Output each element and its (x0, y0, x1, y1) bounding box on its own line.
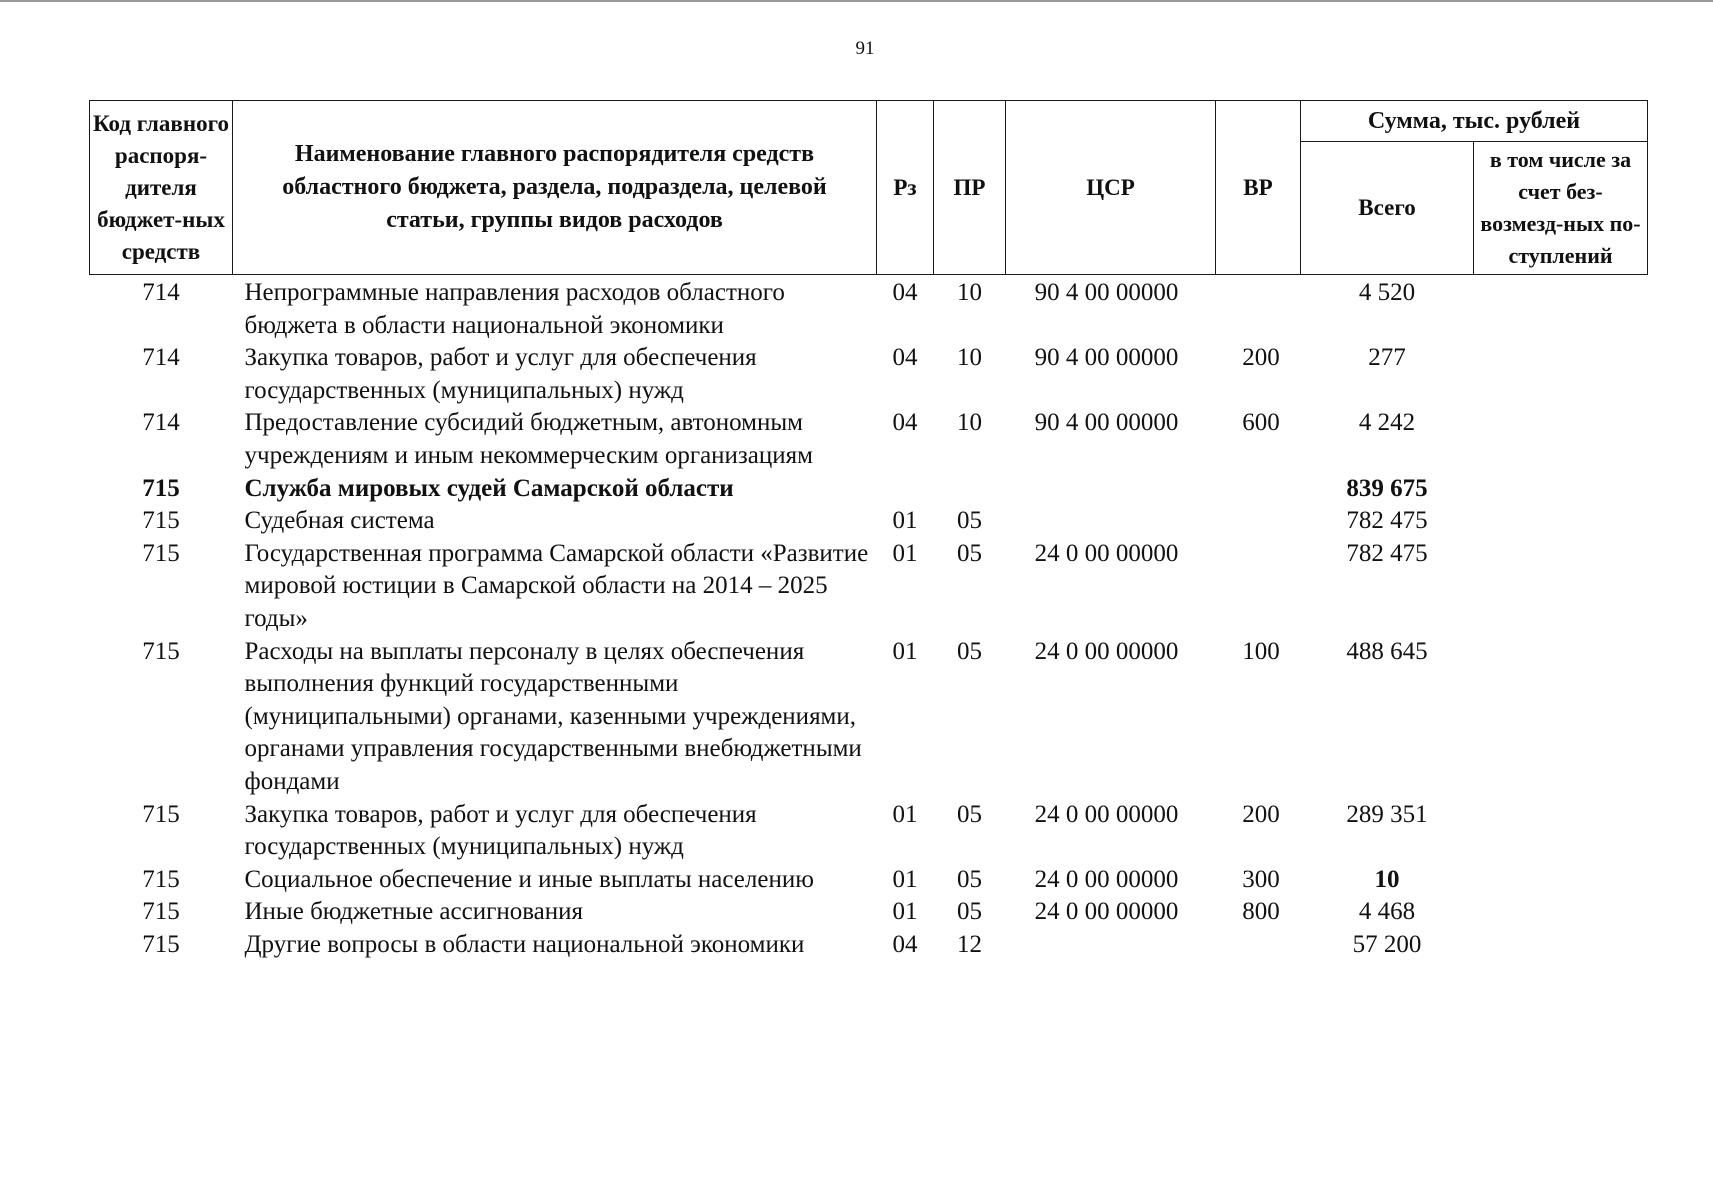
cell-rz: 01 (892, 507, 918, 535)
cell-name: Служба мировых судей Самарской области (244, 474, 734, 502)
cell-code: 715 (142, 800, 180, 828)
cell-rz: 01 (892, 637, 918, 665)
cell-rz: 01 (892, 898, 918, 926)
cell-total: 10 (1374, 865, 1400, 893)
cell-total: 4 468 (1358, 898, 1416, 926)
cell-vr: 600 (1242, 409, 1280, 437)
cell-incl (1474, 505, 1648, 538)
cell-name: Другие вопросы в области национальной экономики (244, 930, 805, 958)
cell-pr: 05 (957, 865, 982, 893)
cell-vr: 300 (1242, 865, 1280, 893)
header-code: Код главного распоря-дителя бюджет-ных средств (90, 101, 233, 275)
cell-incl (1474, 538, 1648, 636)
cell-total: 57 200 (1352, 930, 1422, 958)
cell-pr: 05 (957, 800, 982, 828)
header-csr: ЦСР (1006, 101, 1216, 275)
cell-rz: 01 (892, 539, 918, 567)
header-rz: Рз (877, 101, 934, 275)
cell-name: Предоставление субсидий бюджетным, автономным учреждениям и иным некоммерческим организациям (244, 409, 813, 469)
cell-pr: 10 (957, 344, 982, 372)
table-row (90, 473, 1648, 506)
cell-vr (1216, 538, 1301, 636)
table-row (90, 505, 1648, 538)
cell-name: Судебная система (244, 507, 435, 535)
header-incl: в том числе за счет без-возмезд-ных по-ступлений (1474, 142, 1648, 275)
cell-csr (1006, 929, 1216, 962)
cell-csr: 24 0 00 00000 (1034, 898, 1179, 926)
cell-total: 782 475 (1346, 539, 1428, 567)
header-total: Всего (1301, 142, 1474, 275)
budget-table (89, 100, 1648, 961)
cell-incl (1474, 799, 1648, 864)
cell-incl (1474, 636, 1648, 799)
cell-vr (1216, 929, 1301, 962)
cell-rz (877, 473, 934, 506)
page-number: 91 (855, 38, 875, 59)
header-pr: ПР (934, 101, 1006, 275)
cell-rz: 01 (892, 865, 918, 893)
cell-pr: 05 (957, 637, 982, 665)
cell-incl (1474, 407, 1648, 472)
cell-csr: 90 4 00 00000 (1034, 344, 1179, 372)
cell-pr: 12 (957, 930, 982, 958)
cell-csr: 24 0 00 00000 (1034, 539, 1179, 567)
cell-pr: 05 (957, 898, 982, 926)
cell-vr (1216, 473, 1301, 506)
header-vr: ВР (1216, 101, 1301, 275)
cell-rz: 01 (892, 800, 918, 828)
cell-incl (1474, 864, 1648, 897)
cell-code: 714 (142, 344, 180, 372)
cell-name: Закупка товаров, работ и услуг для обеспечения государственных (муниципальных) нужд (244, 344, 757, 404)
cell-vr: 200 (1242, 800, 1280, 828)
cell-code: 714 (142, 409, 180, 437)
cell-pr (934, 473, 1006, 506)
table-row (90, 636, 1648, 799)
table-row (90, 407, 1648, 472)
cell-total: 277 (1368, 344, 1406, 372)
cell-vr (1216, 505, 1301, 538)
cell-vr (1216, 275, 1301, 343)
table-row (90, 275, 1648, 343)
cell-pr: 10 (957, 409, 982, 437)
cell-code: 715 (142, 474, 180, 502)
cell-name: Закупка товаров, работ и услуг для обеспечения государственных (муниципальных) нужд (244, 800, 757, 861)
cell-pr: 05 (957, 539, 982, 567)
cell-vr: 100 (1242, 637, 1280, 665)
cell-vr: 800 (1242, 898, 1280, 926)
cell-total: 4 242 (1358, 409, 1416, 437)
cell-csr: 90 4 00 00000 (1034, 279, 1179, 306)
table-row (90, 538, 1648, 636)
cell-csr: 24 0 00 00000 (1034, 865, 1179, 893)
cell-code: 715 (142, 898, 180, 926)
cell-name: Социальное обеспечение и иные выплаты населению (244, 865, 814, 893)
cell-rz: 04 (892, 409, 918, 437)
cell-total: 4 520 (1358, 279, 1416, 306)
cell-total: 782 475 (1346, 507, 1428, 535)
cell-incl (1474, 929, 1648, 962)
cell-code: 714 (142, 279, 180, 306)
cell-incl (1474, 275, 1648, 343)
cell-csr (1006, 505, 1216, 538)
cell-csr: 24 0 00 00000 (1034, 637, 1179, 665)
cell-name: Государственная программа Самарской области «Развитие мировой юстиции в Самарской области на 2014 – 2025 годы» (244, 539, 869, 632)
cell-pr: 10 (957, 279, 982, 306)
cell-code: 715 (142, 507, 180, 535)
cell-csr: 90 4 00 00000 (1034, 409, 1179, 437)
cell-total: 289 351 (1346, 800, 1428, 828)
cell-incl (1474, 896, 1648, 929)
cell-incl (1474, 473, 1648, 506)
table-row (90, 342, 1648, 407)
header-sum-group: Сумма, тыс. рублей (1301, 101, 1648, 142)
table-row (90, 896, 1648, 929)
table-row (90, 929, 1648, 962)
cell-incl (1474, 342, 1648, 407)
cell-csr: 24 0 00 00000 (1034, 800, 1179, 828)
cell-code: 715 (142, 637, 180, 665)
top-rule (0, 0, 1713, 2)
cell-code: 715 (142, 930, 180, 958)
cell-name: Непрограммные направления расходов областного бюджета в области национальной экономики (244, 279, 785, 339)
cell-code: 715 (142, 865, 180, 893)
cell-code: 715 (142, 539, 180, 567)
cell-total: 488 645 (1346, 637, 1428, 665)
cell-rz: 04 (892, 279, 918, 306)
cell-vr: 200 (1242, 344, 1280, 372)
cell-pr: 05 (957, 507, 982, 535)
table-body (90, 275, 1648, 962)
table-header (90, 101, 1648, 275)
header-name: Наименование главного распорядителя средств областного бюджета, раздела, подраздела, целевой статьи, группы видов расходов (233, 101, 877, 275)
table-row (90, 864, 1648, 897)
table-row (90, 799, 1648, 864)
cell-total: 839 675 (1346, 474, 1428, 502)
cell-rz: 04 (892, 344, 918, 372)
cell-name: Расходы на выплаты персоналу в целях обеспечения выполнения функций государственными (муниципальными) органами, казенными учреждениями, органами управления государственными внебюджетными фондами (244, 637, 862, 795)
cell-rz: 04 (892, 930, 918, 958)
cell-csr (1006, 473, 1216, 506)
cell-name: Иные бюджетные ассигнования (244, 898, 584, 926)
